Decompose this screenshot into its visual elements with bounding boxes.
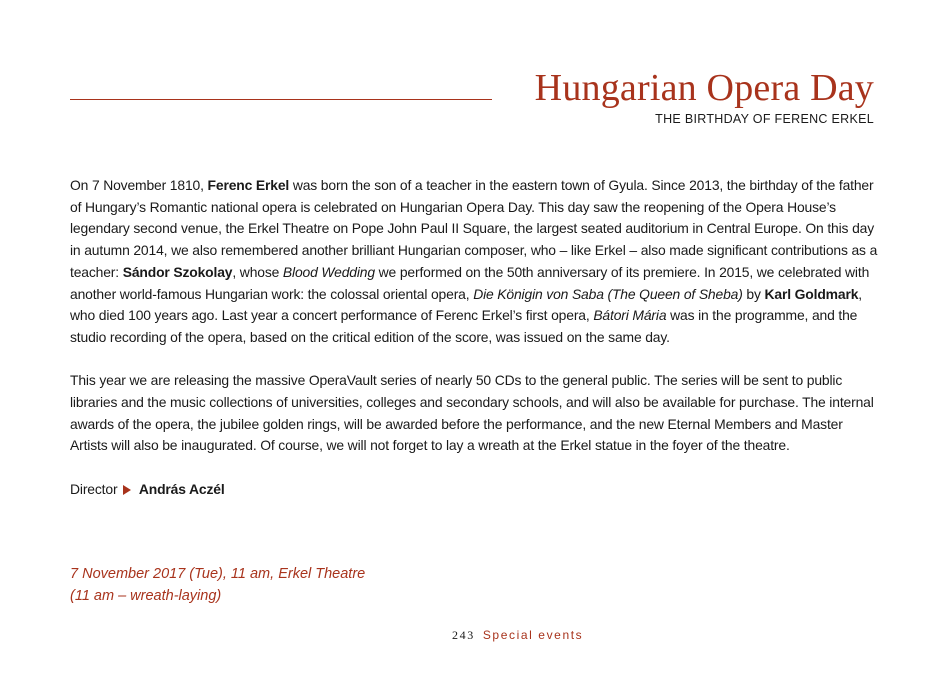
- director-label: Director: [70, 480, 118, 497]
- work-title: Die Königin von Saba (The Queen of Sheba): [473, 285, 743, 302]
- person-name: Karl Goldmark: [764, 285, 859, 302]
- page-number: 243: [452, 628, 475, 642]
- paragraph-1: [70, 175, 878, 349]
- page-footer: [452, 628, 583, 643]
- person-name: Ferenc Erkel: [207, 177, 290, 193]
- header-rule: [70, 99, 492, 100]
- page-subtitle: THE BIRTHDAY OF FERENC ERKEL: [655, 112, 874, 126]
- director-name: András Aczél: [138, 480, 225, 497]
- text-run: was in the programme, and the studio recording of the opera, based on the critical edition of the score, was issued on the same day.: [70, 307, 858, 345]
- work-title: Blood Wedding: [282, 263, 375, 280]
- work-title: Bátori Mária: [593, 307, 667, 324]
- article-body: [70, 175, 878, 501]
- section-name: Special events: [482, 628, 584, 642]
- paragraph-2: This year we are releasing the massive OperaVault series of nearly 50 CDs to the general public. The series will be sent to public libraries and the music collections of universities, colleges and secondary schools, and will also be available for purchase. The internal awards of the opera, the jubilee golden rings, will be awarded before the performance, and the new Eternal Members and Master Artists will also be inaugurated. Of course, we will not forget to lay a wreath at the Erkel statue in the foyer of the theatre.: [70, 372, 874, 454]
- event-info: [70, 563, 365, 607]
- text-run: by: [742, 285, 765, 302]
- arrow-right-icon: [123, 485, 131, 495]
- event-date-line: 7 November 2017 (Tue), 11 am, Erkel Theatre: [70, 566, 366, 582]
- event-note-line: (11 am – wreath-laying): [70, 588, 222, 604]
- director-credit: [70, 479, 878, 501]
- person-name: Sándor Szokolay: [122, 263, 233, 280]
- text-run: was born the son of a teacher in the eastern town of Gyula. Since 2013, the birthday of the father of Hungary’s Romantic national opera is celebrated on Hungarian Opera Day. This day saw the reopening of the Opera House’s legendary second venue, the Erkel Theatre on Pope John Paul II Square, the largest seated auditorium in Central Europe. On this day in autumn 2014, we also remembered another brilliant Hungarian composer, who – like Erkel – also made significant contributions as a teacher:: [70, 177, 878, 280]
- text-run: , who died 100 years ago. Last year a concert performance of Ferenc Erkel’s first opera,: [70, 285, 863, 324]
- text-run: , whose: [232, 263, 283, 280]
- text-run: On 7 November 1810,: [70, 177, 208, 193]
- page-title: Hungarian Opera Day: [534, 67, 874, 109]
- text-run: we performed on the 50th anniversary of its premiere. In 2015, we celebrated with another world-famous Hungarian work: the colossal oriental opera,: [70, 263, 870, 302]
